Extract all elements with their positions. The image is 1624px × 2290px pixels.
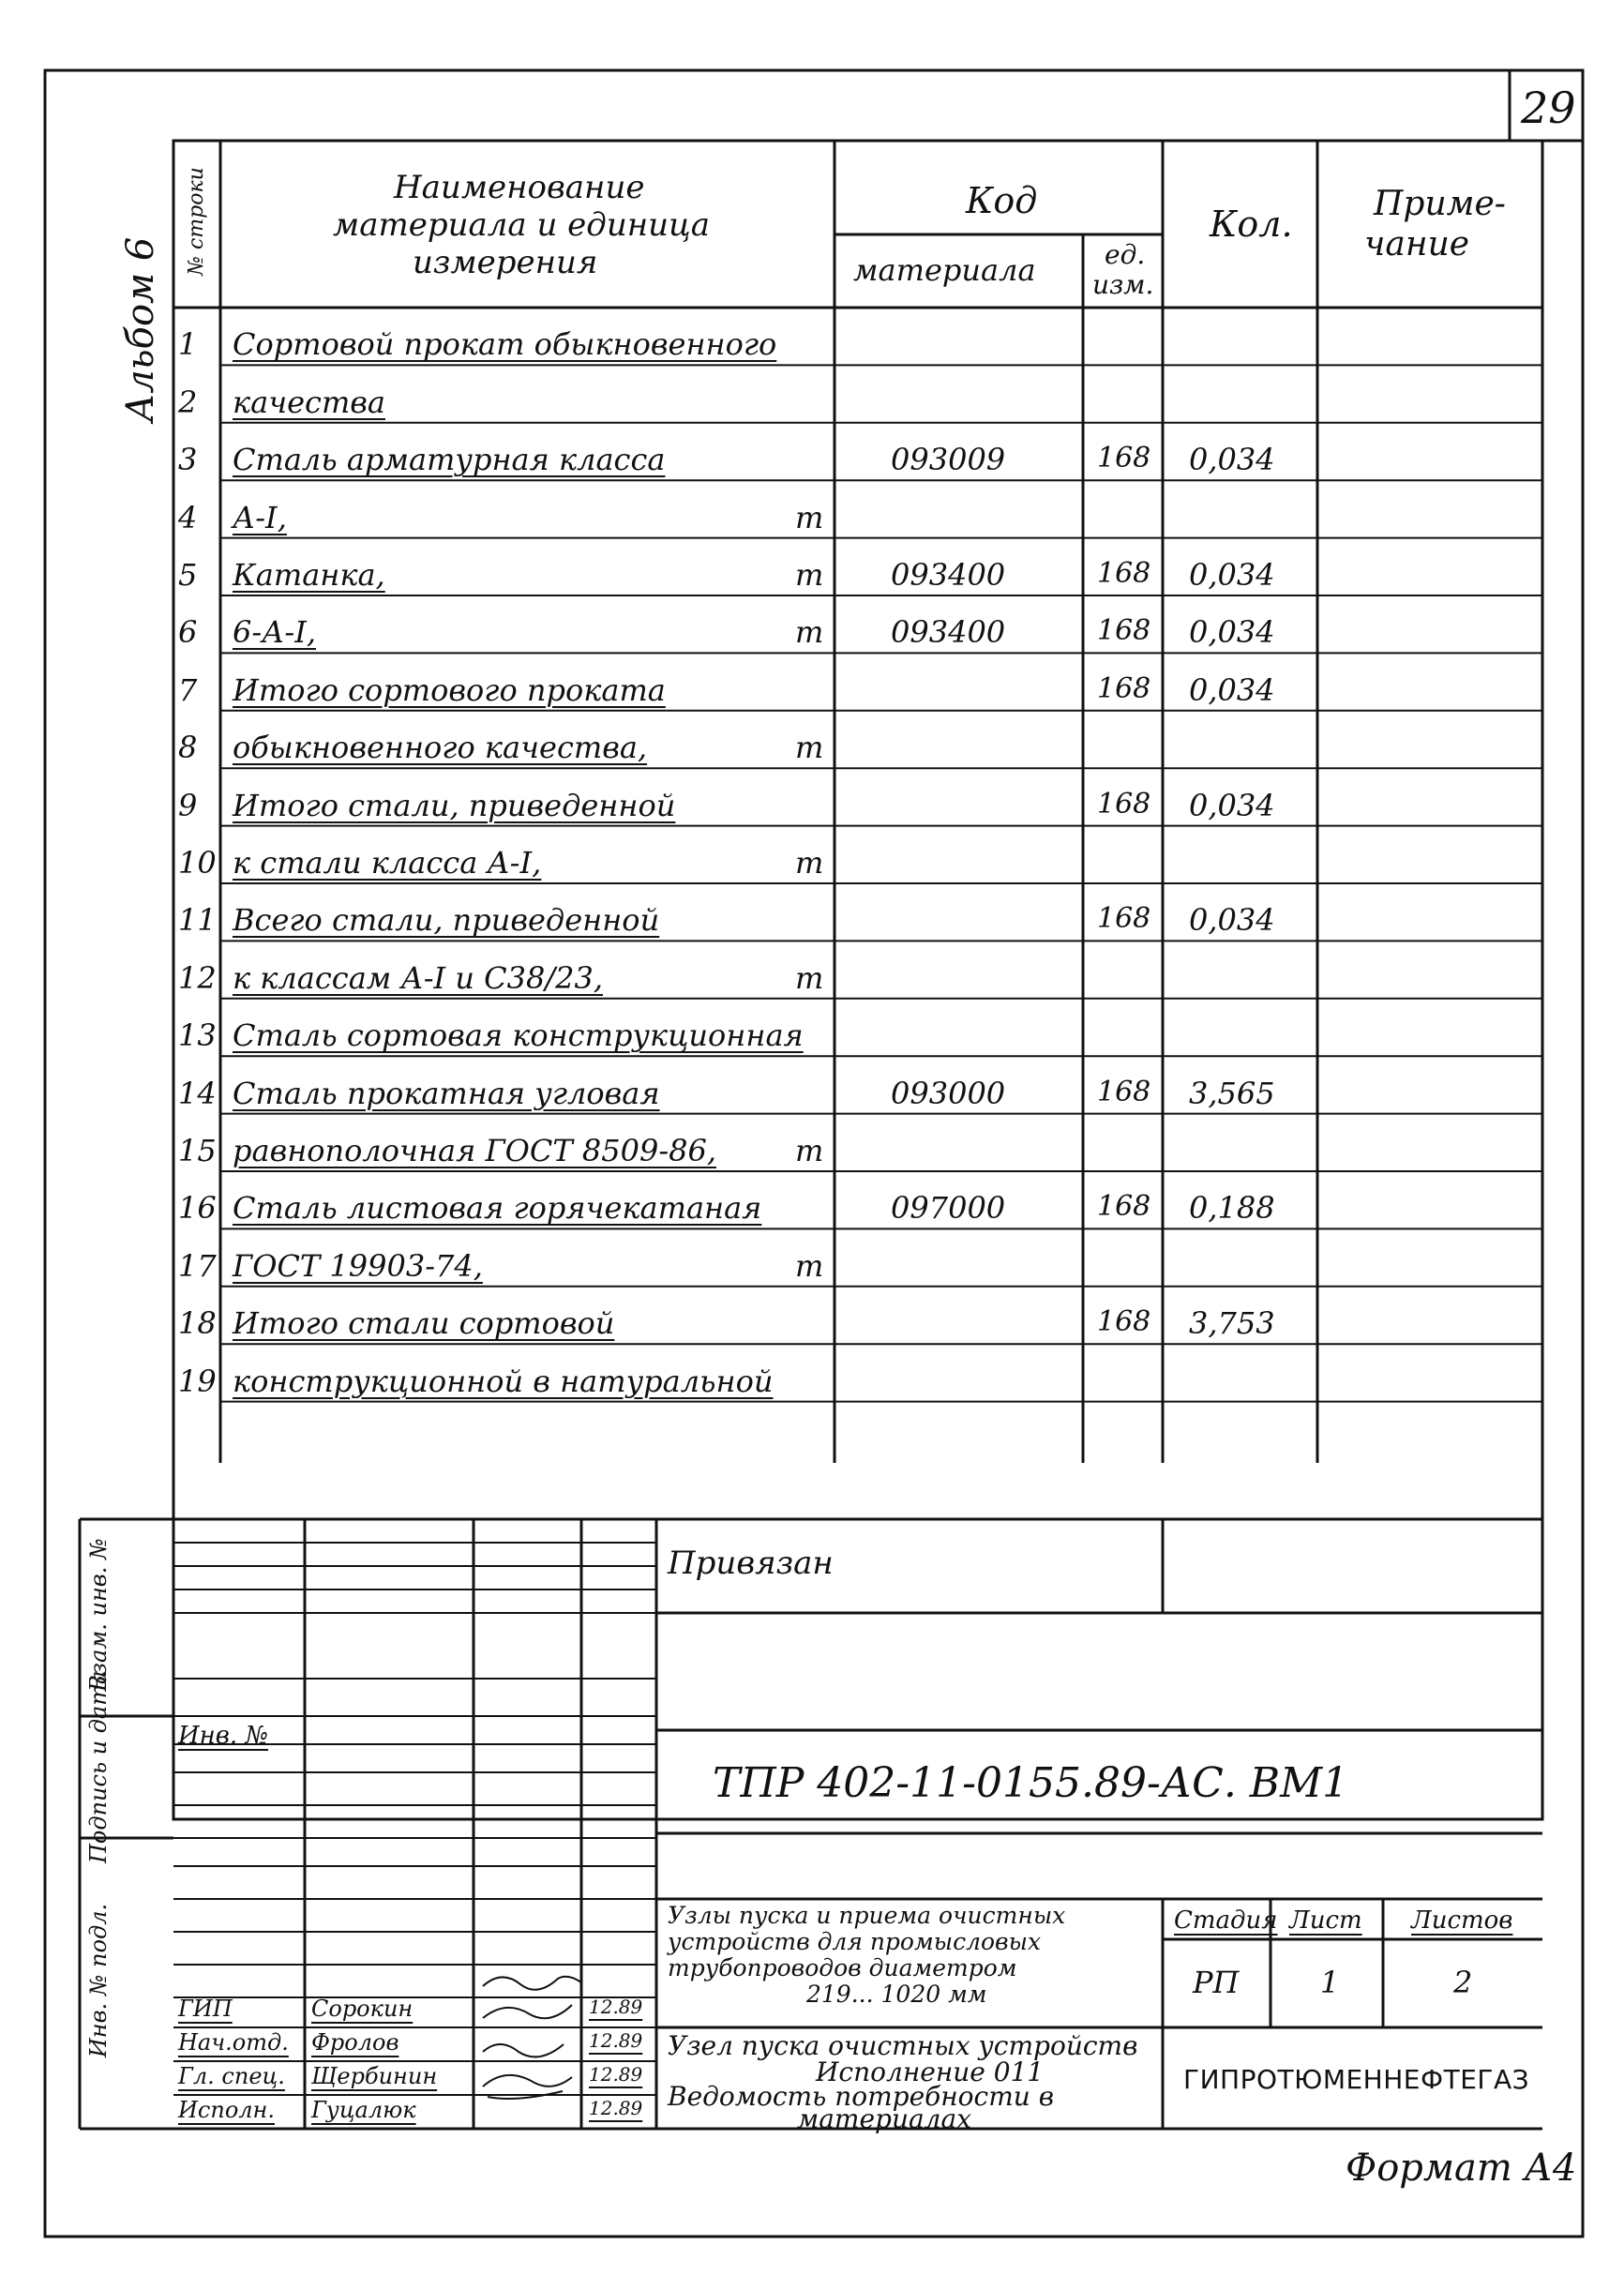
header-note-line1: Приме- xyxy=(1374,185,1506,223)
stamp-doc-title-line3: Ведомость потребности в xyxy=(668,2081,1054,2112)
stamp-person-date: 12.89 xyxy=(589,2063,643,2086)
row-quantity: 3,565 xyxy=(1189,1075,1275,1111)
stamp-person-role: Исполн. xyxy=(178,2097,275,2123)
row-material-code: 093009 xyxy=(891,442,1006,478)
row-material-name: к классам А-I и С38/23, xyxy=(233,959,603,996)
stamp-person-date: 12.89 xyxy=(589,2029,643,2052)
row-material-name: ГОСТ 19903-74, xyxy=(233,1247,483,1284)
header-name-line2: материала и единица xyxy=(333,206,711,244)
row-material-name: Итого стали сортовой xyxy=(233,1305,615,1342)
row-number: 16 xyxy=(178,1190,217,1227)
stamp-stage-label: Стадия xyxy=(1174,1906,1278,1935)
row-number: 12 xyxy=(178,959,217,996)
stamp-project-title-line3: трубопроводов диаметром xyxy=(668,1954,1017,1981)
row-unit-code: 168 xyxy=(1097,671,1151,705)
stamp-project-title-line2: устройств для промысловых xyxy=(668,1928,1042,1955)
row-number: 13 xyxy=(178,1017,217,1054)
row-material-name: равнополочная ГОСТ 8509-86, xyxy=(233,1133,717,1168)
row-unit-letter: т xyxy=(795,499,824,535)
stamp-person-role: Нач.отд. xyxy=(178,2029,289,2056)
row-material-name: А-I, xyxy=(233,499,287,535)
stamp-sheets-value: 2 xyxy=(1453,1965,1473,2000)
row-unit-code: 168 xyxy=(1097,442,1151,475)
row-material-code: 093000 xyxy=(891,1075,1006,1111)
stamp-organization: ГИПРОТЮМЕННЕФТЕГАЗ xyxy=(1183,2064,1530,2095)
stamp-document-code: ТПР 402-11-0155.89-АС. ВМ1 xyxy=(713,1759,1349,1807)
row-material-name: к стали класса А-I, xyxy=(233,845,542,881)
header-unit-line2: изм. xyxy=(1092,269,1154,300)
row-material-name: 6-А-I, xyxy=(233,614,317,651)
row-number: 17 xyxy=(178,1247,217,1284)
stamp-person-name: Фролов xyxy=(311,2029,399,2056)
stamp-person-role: ГИП xyxy=(178,1996,233,2022)
header-row-no: № строки xyxy=(185,167,208,276)
row-number: 7 xyxy=(178,671,198,708)
row-material-name: качества xyxy=(233,384,385,420)
row-unit-code: 168 xyxy=(1097,614,1151,648)
row-number: 9 xyxy=(178,787,198,823)
row-unit-code: 168 xyxy=(1097,1075,1151,1108)
header-code-material: материала xyxy=(853,252,1036,288)
row-number: 19 xyxy=(178,1363,217,1399)
side-label-vzam-inv: Взам. инв. № xyxy=(85,1538,112,1692)
format-label: Формат А4 xyxy=(1346,2147,1577,2190)
row-quantity: 0,034 xyxy=(1189,902,1275,939)
stamp-person-date: 12.89 xyxy=(589,1996,643,2018)
stamp-doc-title-line1: Узел пуска очистных устройств xyxy=(668,2030,1138,2061)
row-number: 1 xyxy=(178,326,198,363)
header-name-line1: Наименование xyxy=(394,169,645,206)
stamp-stage-value: РП xyxy=(1193,1965,1240,2000)
row-number: 2 xyxy=(178,384,198,420)
stamp-project-title-line4: 219... 1020 мм xyxy=(806,1981,987,2008)
stamp-doc-title-line4: материалах xyxy=(797,2103,971,2134)
row-number: 5 xyxy=(178,557,198,593)
row-unit-letter: т xyxy=(795,959,824,996)
header-qty: Кол. xyxy=(1210,203,1293,245)
side-label-inv-podl: Инв. № подл. xyxy=(85,1903,112,2058)
row-number: 8 xyxy=(178,730,198,766)
row-material-name: Сталь листовая горячекатаная xyxy=(233,1190,762,1227)
stamp-person-name: Гуцалюк xyxy=(311,2097,416,2123)
row-unit-letter: т xyxy=(795,557,824,593)
row-material-code: 093400 xyxy=(891,557,1006,593)
row-material-name: конструкционной в натуральной xyxy=(233,1363,774,1399)
header-unit-line1: ед. xyxy=(1105,239,1146,270)
stamp-sheets-label: Листов xyxy=(1411,1906,1513,1935)
row-number: 11 xyxy=(178,902,217,939)
row-unit-code: 168 xyxy=(1097,902,1151,936)
row-quantity: 0,034 xyxy=(1189,614,1275,651)
row-unit-code: 168 xyxy=(1097,787,1151,821)
stamp-person-date: 12.89 xyxy=(589,2097,643,2119)
row-quantity: 0,034 xyxy=(1189,442,1275,478)
stamp-inv-no: Инв. № xyxy=(178,1722,269,1750)
row-material-name: Сортовой прокат обыкновенного xyxy=(233,326,777,363)
row-material-name: Сталь сортовая конструкционная xyxy=(233,1017,804,1054)
stamp-sheet-label: Лист xyxy=(1289,1906,1362,1935)
album-label: Альбом 6 xyxy=(119,236,162,422)
row-unit-letter: т xyxy=(795,845,824,881)
row-unit-code: 168 xyxy=(1097,557,1151,590)
row-number: 3 xyxy=(178,442,198,478)
row-material-name: обыкновенного качества, xyxy=(233,730,648,766)
stamp-project-title-line1: Узлы пуска и приема очистных xyxy=(668,1902,1066,1929)
row-number: 15 xyxy=(178,1133,217,1168)
row-material-name: Итого стали, приведенной xyxy=(233,787,676,823)
row-quantity: 3,753 xyxy=(1189,1305,1275,1342)
row-unit-letter: т xyxy=(795,730,824,766)
side-label-podpis-data: Подпись и дата xyxy=(85,1670,112,1863)
row-material-name: Катанка, xyxy=(233,557,385,593)
row-number: 10 xyxy=(178,845,217,881)
row-number: 4 xyxy=(178,499,198,535)
signature-images xyxy=(483,1977,581,2099)
row-material-name: Сталь арматурная класса xyxy=(233,442,666,478)
row-unit-letter: т xyxy=(795,1133,824,1168)
row-unit-letter: т xyxy=(795,1247,824,1284)
row-material-code: 093400 xyxy=(891,614,1006,651)
stamp-person-name: Щербинин xyxy=(311,2063,438,2089)
row-number: 6 xyxy=(178,614,198,651)
stamp-person-role: Гл. спец. xyxy=(178,2063,285,2089)
stamp-sheet-value: 1 xyxy=(1320,1965,1340,2000)
row-quantity: 0,034 xyxy=(1189,557,1275,593)
row-quantity: 0,188 xyxy=(1189,1190,1275,1227)
header-code: Код xyxy=(966,180,1038,221)
row-material-name: Всего стали, приведенной xyxy=(233,902,660,939)
row-unit-code: 168 xyxy=(1097,1190,1151,1224)
header-name-line3: измерения xyxy=(413,244,598,281)
stamp-person-name: Сорокин xyxy=(311,1996,414,2022)
row-number: 18 xyxy=(178,1305,217,1342)
page-number: 29 xyxy=(1521,83,1576,133)
row-material-name: Итого сортового проката xyxy=(233,671,666,708)
row-number: 14 xyxy=(178,1075,217,1111)
row-unit-code: 168 xyxy=(1097,1305,1151,1339)
row-quantity: 0,034 xyxy=(1189,671,1275,708)
row-material-name: Сталь прокатная угловая xyxy=(233,1075,660,1111)
header-note-line2: чание xyxy=(1364,225,1470,264)
stamp-doc-title-line2: Исполнение 011 xyxy=(816,2056,1045,2087)
stamp-privyazan: Привязан xyxy=(668,1544,834,1582)
row-material-code: 097000 xyxy=(891,1190,1006,1227)
row-unit-letter: т xyxy=(795,614,824,651)
row-quantity: 0,034 xyxy=(1189,787,1275,823)
